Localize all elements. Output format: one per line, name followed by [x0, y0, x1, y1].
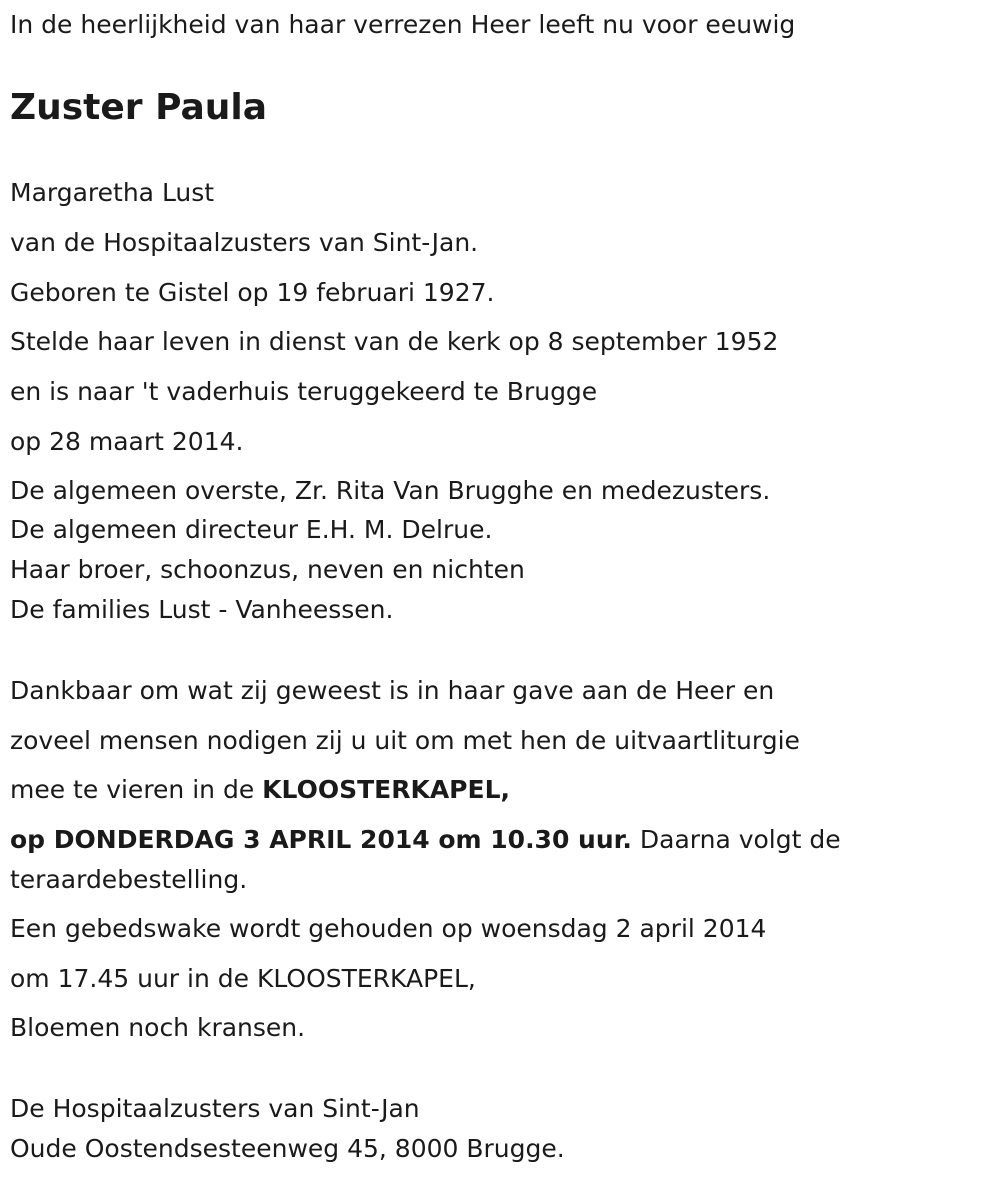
bio-line-return: en is naar 't vaderhuis teruggekeerd te Brugge — [10, 377, 598, 406]
vigil-line-2: om 17.45 uur in de KLOOSTERKAPEL, — [10, 964, 476, 993]
service-line-3-text: mee te vieren in de — [10, 775, 263, 804]
bio-line-vows: Stelde haar leven in dienst van de kerk op 8 september 1952 — [10, 327, 779, 356]
service-line-2: zoveel mensen nodigen zij u uit om met hen de uitvaartliturgie — [10, 726, 800, 755]
deceased-name: Zuster Paula — [10, 87, 268, 128]
bio-line-death-date: op 28 maart 2014. — [10, 427, 244, 456]
flowers-note: Bloemen noch kransen. — [10, 1013, 306, 1042]
service-location: KLOOSTERKAPEL, — [262, 775, 511, 804]
family-line-families: De families Lust - Vanheessen. — [10, 595, 394, 624]
family-line-superior: De algemeen overste, Zr. Rita Van Brugghe en medezusters. — [10, 476, 771, 505]
service-line-4 — [10, 824, 841, 856]
service-line-3 — [10, 774, 510, 806]
footer-address: Oude Oostendsesteenweg 45, 8000 Brugge. — [10, 1134, 565, 1163]
bio-line-order: van de Hospitaalzusters van Sint-Jan. — [10, 228, 479, 257]
family-line-relatives: Haar broer, schoonzus, neven en nichten — [10, 555, 525, 584]
family-line-director: De algemeen directeur E.H. M. Delrue. — [10, 515, 493, 544]
service-line-5: teraardebestelling. — [10, 865, 248, 894]
service-line-4-text: Daarna volgt de — [631, 825, 841, 854]
service-line-1: Dankbaar om wat zij geweest is in haar gave aan de Heer en — [10, 676, 775, 705]
service-date-time: op DONDERDAG 3 APRIL 2014 om 10.30 uur. — [10, 825, 632, 854]
footer-org: De Hospitaalzusters van Sint-Jan — [10, 1094, 420, 1123]
bio-line-name: Margaretha Lust — [10, 178, 215, 207]
bio-line-birth: Geboren te Gistel op 19 februari 1927. — [10, 278, 495, 307]
vigil-line-1: Een gebedswake wordt gehouden op woensdag 2 april 2014 — [10, 914, 767, 943]
intro-text: In de heerlijkheid van haar verrezen Heer leeft nu voor eeuwig — [10, 10, 796, 39]
